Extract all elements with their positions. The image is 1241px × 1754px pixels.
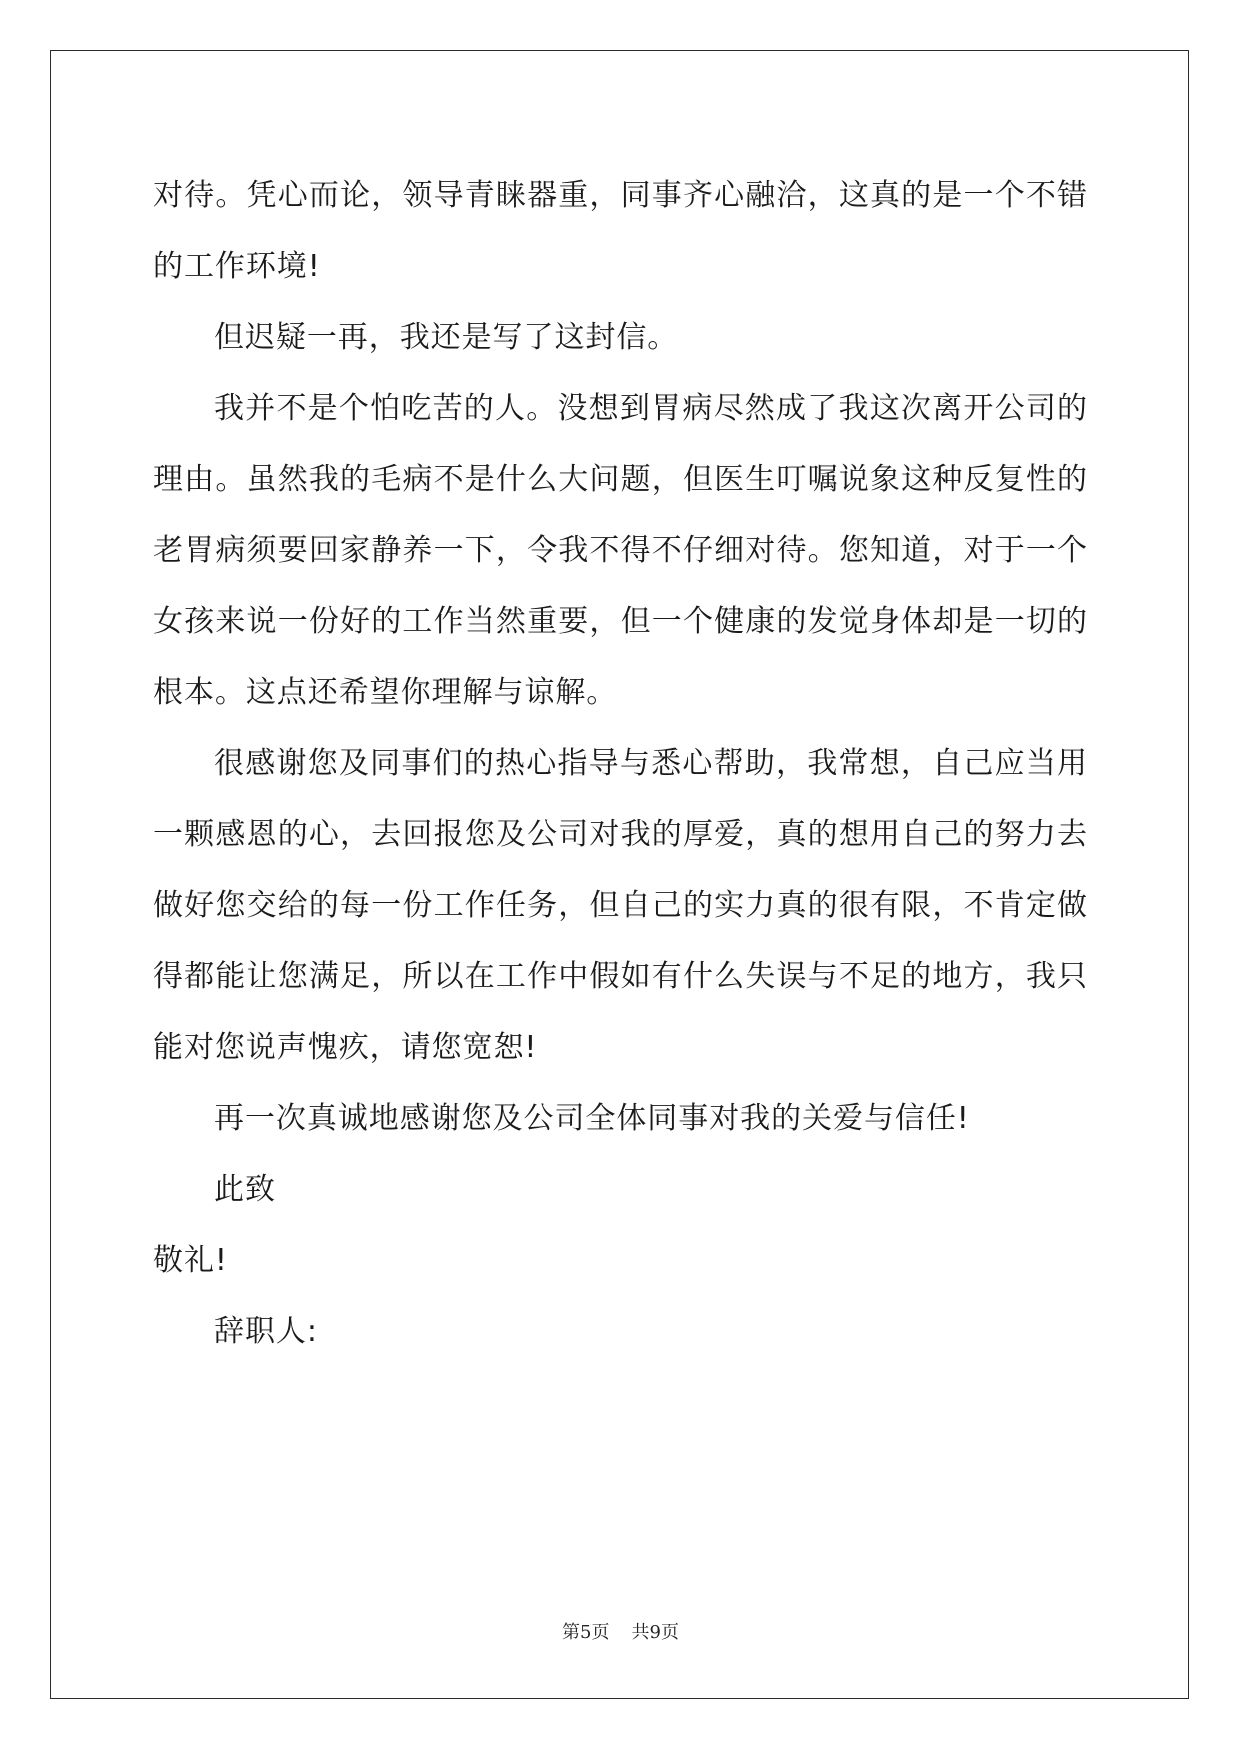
page-footer (0, 1618, 1241, 1644)
text-line: 我并不是个怕吃苦的人。没想到胃病尽然成了我这次离开公司的 (214, 391, 1088, 426)
text-line: 女孩来说一份好的工作当然重要，但一个健康的发觉身体却是一切的 (153, 604, 1088, 639)
letter-body (153, 160, 1088, 1367)
closing-regards: 敬礼! (153, 1243, 228, 1278)
text-line: 一颗感恩的心，去回报您及公司对我的厚爱，真的想用自己的努力去 (153, 817, 1088, 852)
page-number-current: 第5页 (562, 1622, 610, 1643)
closing-salutation: 此致 (214, 1172, 276, 1207)
text-line: 理由。虽然我的毛病不是什么大问题，但医生叮嘱说象这种反复性的 (153, 462, 1088, 497)
page-number-total: 共9页 (631, 1622, 679, 1643)
text-line: 老胃病须要回家静养一下，令我不得不仔细对待。您知道，对于一个 (153, 533, 1088, 568)
text-line: 根本。这点还希望你理解与谅解。 (153, 675, 618, 710)
text-line: 但迟疑一再，我还是写了这封信。 (214, 320, 679, 355)
signature-label: 辞职人: (214, 1314, 318, 1349)
text-line: 能对您说声愧疚，请您宽恕! (153, 1030, 538, 1065)
text-line: 的工作环境! (153, 249, 321, 284)
text-line: 对待。凭心而论，领导青睐器重，同事齐心融洽，这真的是一个不错 (153, 178, 1088, 213)
text-line: 很感谢您及同事们的热心指导与悉心帮助，我常想，自己应当用 (214, 746, 1088, 781)
text-line: 做好您交给的每一份工作任务，但自己的实力真的很有限，不肯定做 (153, 888, 1088, 923)
text-line: 得都能让您满足，所以在工作中假如有什么失误与不足的地方，我只 (153, 959, 1088, 994)
text-line: 再一次真诚地感谢您及公司全体同事对我的关爱与信任! (214, 1101, 970, 1136)
